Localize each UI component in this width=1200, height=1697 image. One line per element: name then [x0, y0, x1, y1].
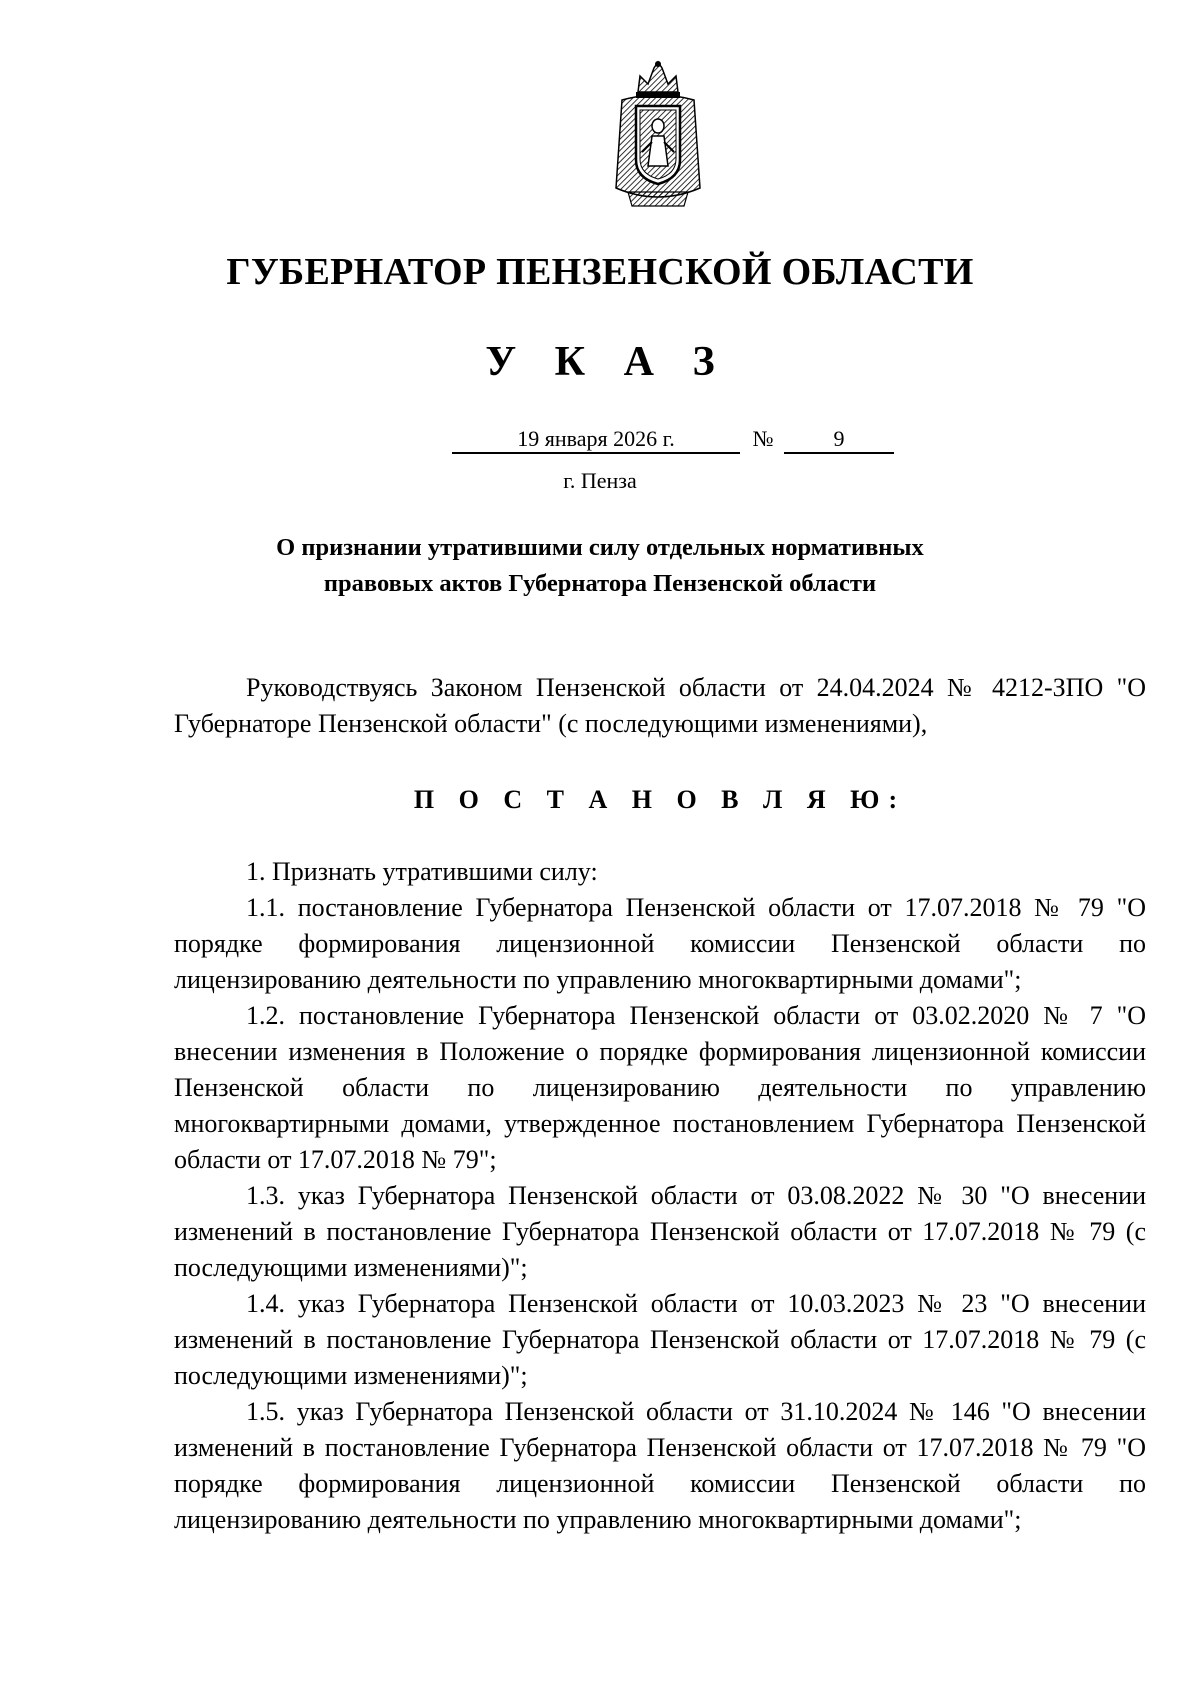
date-number-line: [0, 424, 1200, 454]
document-body: [174, 670, 1146, 1538]
item-1-4: 1.4. указ Губернатора Пензенской области от 10.03.2023 № 23 "О внесении изменений в постановление Губернатора Пензенской области от 17.07.2018 № 79 (с последующими изменениями)";: [174, 1289, 1146, 1390]
item-1-5: 1.5. указ Губернатора Пензенской области от 31.10.2024 № 146 "О внесении изменений в постановление Губернатора Пензенской области от 17.07.2018 № 79 "О порядке формирования лицензионной комиссии Пензенской области по лицензированию деятельности по управлению многоквартирными домами";: [174, 1397, 1146, 1534]
issuing-authority: ГУБЕРНАТОР ПЕНЗЕНСКОЙ ОБЛАСТИ: [226, 251, 974, 293]
item-1-2: 1.2. постановление Губернатора Пензенской области от 03.02.2020 № 7 "О внесении изменения в Положение о порядке формирования лицензионной комиссии Пензенской области по лицензированию деятельности по управлению многоквартирными домами, утвержденное постановлением Губернатора Пензенской области от 17.07.2018 № 79";: [174, 1001, 1146, 1174]
preamble: Руководствуясь Законом Пензенской области от 24.04.2024 № 4212-ЗПО "О Губернаторе Пензенской области" (с последующими изменениями),: [174, 673, 1146, 738]
document-number: 9: [784, 424, 894, 454]
coat-of-arms-icon: [608, 60, 708, 210]
document-date: 19 января 2026 г.: [452, 424, 740, 454]
item-1: 1. Признать утратившими силу:: [246, 857, 598, 886]
document-type: У К А З: [485, 339, 729, 385]
document-title: [0, 530, 1200, 602]
document-title-line-2: правовых актов Губернатора Пензенской области: [323, 570, 877, 597]
number-sign: №: [752, 426, 774, 451]
item-1-3: 1.3. указ Губернатора Пензенской области от 03.08.2022 № 30 "О внесении изменений в постановление Губернатора Пензенской области от 17.07.2018 № 79 (с последующими изменениями)";: [174, 1181, 1146, 1282]
decree-heading: П О С Т А Н О В Л Я Ю:: [413, 785, 907, 814]
city: г. Пенза: [563, 468, 637, 493]
document-title-line-1: О признании утратившими силу отдельных нормативных: [276, 534, 924, 561]
item-1-1: 1.1. постановление Губернатора Пензенской области от 17.07.2018 № 79 "О порядке формирования лицензионной комиссии Пензенской области по лицензированию деятельности по управлению многоквартирными домами";: [174, 893, 1146, 994]
